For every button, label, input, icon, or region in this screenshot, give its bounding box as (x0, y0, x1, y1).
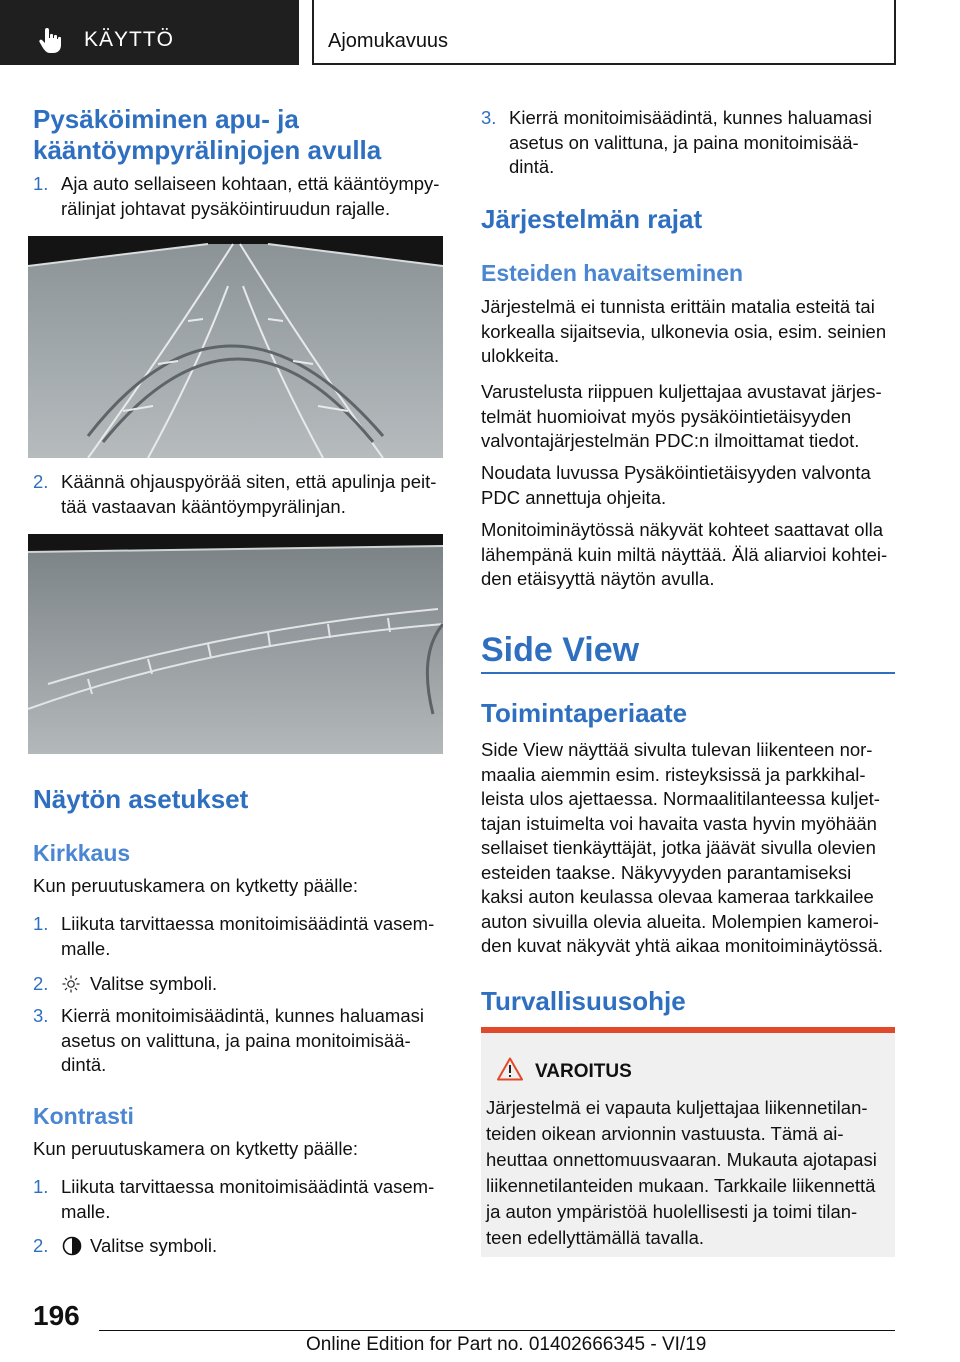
step-number: 3. (33, 1005, 49, 1026)
list-item (33, 972, 448, 998)
step-number: 1. (33, 173, 49, 194)
list-item (33, 172, 448, 224)
step-text: Käännä ohjauspyörää siten, että apulinja peit-tää vastaavan kääntöympyrälinjan. (61, 471, 437, 517)
list-item (33, 470, 448, 522)
list-item (481, 106, 895, 182)
section-heading-safety: Turvallisuusohje (481, 986, 686, 1016)
warning-title: VAROITUS (535, 1061, 632, 1082)
step-text: Kierrä monitoimisäädintä, kunnes haluamasi asetus on valittuna, ja paina monitoimisää-dintä. (61, 1005, 424, 1075)
step-number: 2. (33, 1235, 49, 1256)
list-item (33, 1175, 448, 1225)
step-number: 1. (33, 1176, 49, 1197)
warning-text: Järjestelmä ei vapauta kuljettajaa liikennetilan-teiden oikean arvionnin vastuusta. Tämä ai-heuttaa onnettomuusvaaran. Mukauta ajotapasi liikennetilanteiden mukaan. Tarkkaile liikennettä ja auton ympäristöä huolellisesti ja toimi tilan-teen edellyttämällä tavalla. (486, 1097, 877, 1248)
step-number: 2. (33, 471, 49, 492)
footer-edition: Online Edition for Part no. 01402666345 - VI/19 (306, 1334, 707, 1355)
brightness-intro: Kun peruutuskamera on kytketty päälle: (33, 875, 358, 896)
hand-pointer-icon (38, 26, 64, 54)
section-tab (0, 0, 299, 65)
subheading-contrast: Kontrasti (33, 1103, 134, 1129)
section-heading-parking: Pysäköiminen apu- ja kääntöympyrälinjojen avulla (33, 104, 382, 165)
camera-view-image-turning-line (28, 534, 443, 754)
step-text: Liikuta tarvittaessa monitoimisäädintä vasem-malle. (61, 1176, 435, 1222)
footer-divider (99, 1330, 895, 1331)
list-item (33, 912, 448, 962)
section-heading-principle: Toimintaperiaate (481, 698, 688, 728)
section-heading-display-settings: Näytön asetukset (33, 784, 249, 814)
step-text: Liikuta tarvittaessa monitoimisäädintä vasem-malle. (61, 913, 435, 959)
contrast-intro: Kun peruutuskamera on kytketty päälle: (33, 1138, 358, 1159)
page-number: 196 (33, 1300, 80, 1331)
paragraph: Järjestelmä ei tunnista erittäin matalia esteitä tai korkealla sijaitsevia, ulkonevia osia, esim. seinien ulokkeita. (481, 296, 887, 366)
sun-icon (62, 975, 80, 993)
paragraph: Varustelusta riippuen kuljettajaa avustavat järjes-telmät huomioivat myös pysäköintietäisyyden valvontajärjestelmän PDC:n ilmoittamat tiedot. (481, 381, 882, 451)
chapter-title: Ajomukavuus (328, 30, 449, 52)
contrast-icon (62, 1236, 82, 1256)
section-heading-system-limits: Järjestelmän rajat (481, 204, 703, 234)
step-text: Aja auto sellaiseen kohtaan, että kääntöympy-rälinjat johtavat pysäköintiruudun rajalle. (61, 173, 440, 219)
section-title: KÄYTTÖ (84, 28, 175, 51)
chapter-heading-side-view: Side View (481, 631, 640, 669)
step-text: Valitse symboli. (90, 973, 218, 994)
subheading-obstacle-detection: Esteiden havaitseminen (481, 260, 744, 286)
warning-box (481, 1027, 895, 1257)
step-number: 2. (33, 973, 49, 994)
paragraph: Monitoiminäytössä näkyvät kohteet saattavat olla lähempänä kuin miltä näyttää. Älä aliarvioi kohtei-den etäisyyttä näytön avulla. (481, 519, 888, 589)
list-item (33, 1004, 448, 1080)
camera-view-image-guidelines (28, 236, 443, 458)
step-number: 1. (33, 913, 49, 934)
step-text: Kierrä monitoimisäädintä, kunnes haluamasi asetus on valittuna, ja paina monitoimisää-dintä. (509, 107, 872, 177)
subheading-brightness: Kirkkaus (33, 840, 131, 866)
warning-triangle-icon (497, 1057, 523, 1081)
step-number: 3. (481, 107, 497, 128)
list-item (33, 1234, 448, 1260)
paragraph: Noudata luvussa Pysäköintietäisyyden valvonta PDC annettuja ohjeita. (481, 462, 871, 508)
chapter-tab (312, 0, 896, 65)
divider (481, 672, 895, 674)
step-text: Valitse symboli. (90, 1235, 218, 1256)
principle-text: Side View näyttää sivulta tulevan liikenteen nor-maalia aiemmin esim. risteyksissä ja parkkihal-leista ulos ajettaessa. Normaalitilanteessa kuljet-tajan istuimelta voi havaita vasta hyvin myöhään sellaiset tienkäyttäjät, jotka jäävät sivulla olevien esteiden taakse. Näkyvyyden parantamiseksi kaksi auton keulassa olevaa kameraa tarkkailee auton sivuilla olevia alueita. Molempien kameroi-den kuvat näkyvät yhtä aikaa monitoiminäytössä. (481, 739, 884, 956)
